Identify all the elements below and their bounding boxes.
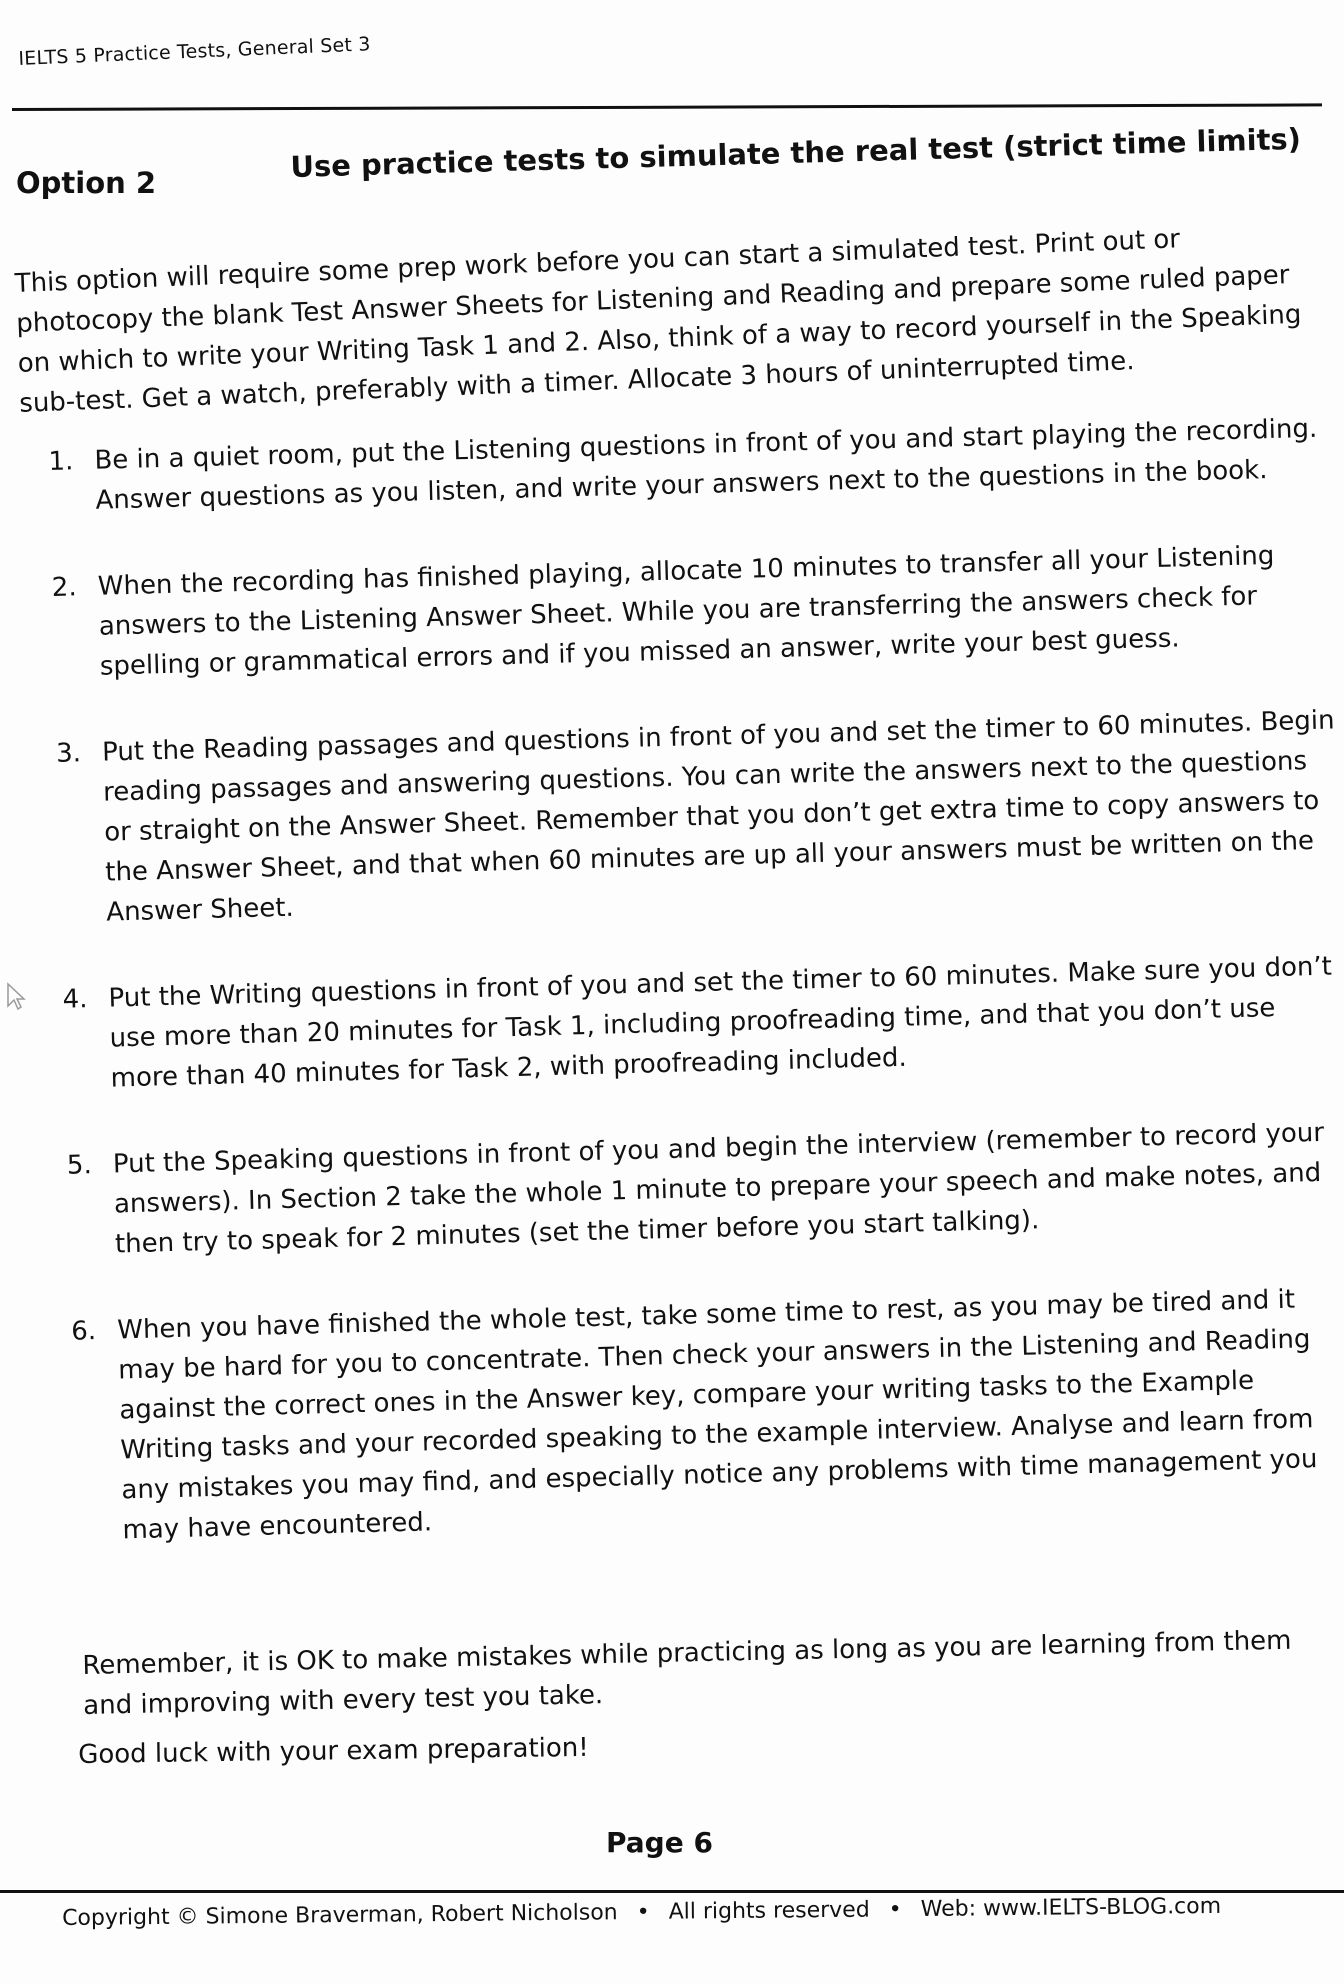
steps-list (48, 408, 1344, 1597)
closing-paragraph: Remember, it is OK to make mistakes while practicing as long as you are learning from them and improving with every test you take. (82, 1625, 1292, 1721)
good-luck-line: Good luck with your exam preparation! (78, 1732, 589, 1770)
step-number: 3. (55, 738, 82, 769)
option-label: Option 2 (16, 166, 157, 200)
footer-separator: • (636, 1899, 650, 1925)
step-text: Be in a quiet room, put the Listening questions in front of you and start playing the recording. Answer questions as you listen, and write your answers next to the questions in the book. (94, 413, 1318, 516)
list-item (51, 534, 1334, 687)
step-number: 4. (62, 984, 88, 1015)
header-rule (12, 103, 1322, 111)
step-text: When the recording has finished playing, allocate 10 minutes to transfer all your Listening answers to the Listening Answer Sheet. While you are transferring the answers check for spelling or grammatical errors and if you missed an answer, write your best guess. (97, 540, 1275, 682)
step-number: 1. (48, 446, 74, 477)
step-text: Put the Writing questions in front of you and set the timer to 60 minutes. Make sure you don’t use more than 20 minutes for Task 1, including proofreading time, and that you don’t use more than 40 minutes for Task 2, with proofreading included. (108, 951, 1333, 1094)
step-number: 6. (70, 1316, 97, 1347)
step-text: Put the Speaking questions in front of you and begin the interview (remember to record your answers). In Section 2 take the whole 1 minute to prepare your speech and make notes, and then try to speak for 2 minutes (set the timer before you start talking). (112, 1117, 1325, 1260)
list-item (56, 700, 1341, 933)
footer (62, 1894, 1221, 1931)
step-text: Put the Reading passages and questions in front of you and set the timer to 60 minutes. Begin reading passages and answering questions. You can write the answers next to the questions or straight on the Answer Sheet. Remember that you don’t get extra time to copy answers to the Answer Sheet, and that when 60 minutes are up all your answers must be written on the Answer Sheet. (101, 705, 1335, 928)
footer-web: Web: www.IELTS-BLOG.com (920, 1893, 1222, 1923)
list-item (66, 1112, 1344, 1265)
intro-paragraph: This option will require some prep work before you can start a simulated test. Print out or photocopy the blank Test Answer Sheets for Listening and Reading and prepare some ruled paper on which to write your Writing Task 1 and 2. Also, think of a way to record yourself in the Speaking sub-test. Get a watch, preferably with a timer. Allocate 3 hours of uninterrupted time. (14, 224, 1302, 419)
footer-copyright: Copyright © Simone Braverman, Robert Nicholson (62, 1900, 618, 1931)
step-number: 5. (66, 1150, 93, 1181)
footer-rights: All rights reserved (668, 1897, 870, 1925)
step-number: 2. (51, 572, 78, 603)
section-title: Use practice tests to simulate the real test (strict time limits) (290, 121, 1302, 184)
list-item (48, 408, 1330, 521)
cursor-arrow-icon (6, 982, 26, 1012)
list-item (62, 946, 1344, 1099)
page-number: Page 6 (606, 1826, 713, 1859)
step-text: When you have finished the whole test, take some time to rest, as you may be tired and it may be hard for you to concentrate. Then check your answers in the Listening and Reading against the correct ones in the Answer key, compare your writing tasks to the Example Writing tasks and your recorded speaking to the example interview. Analyse and learn from any mistakes you may find, and especially notice any problems with time management you may have encountered. (116, 1284, 1318, 1546)
list-item (71, 1278, 1344, 1551)
footer-separator: • (888, 1897, 902, 1923)
running-header: IELTS 5 Practice Tests, General Set 3 (18, 33, 372, 70)
footer-rule (0, 1890, 1344, 1893)
